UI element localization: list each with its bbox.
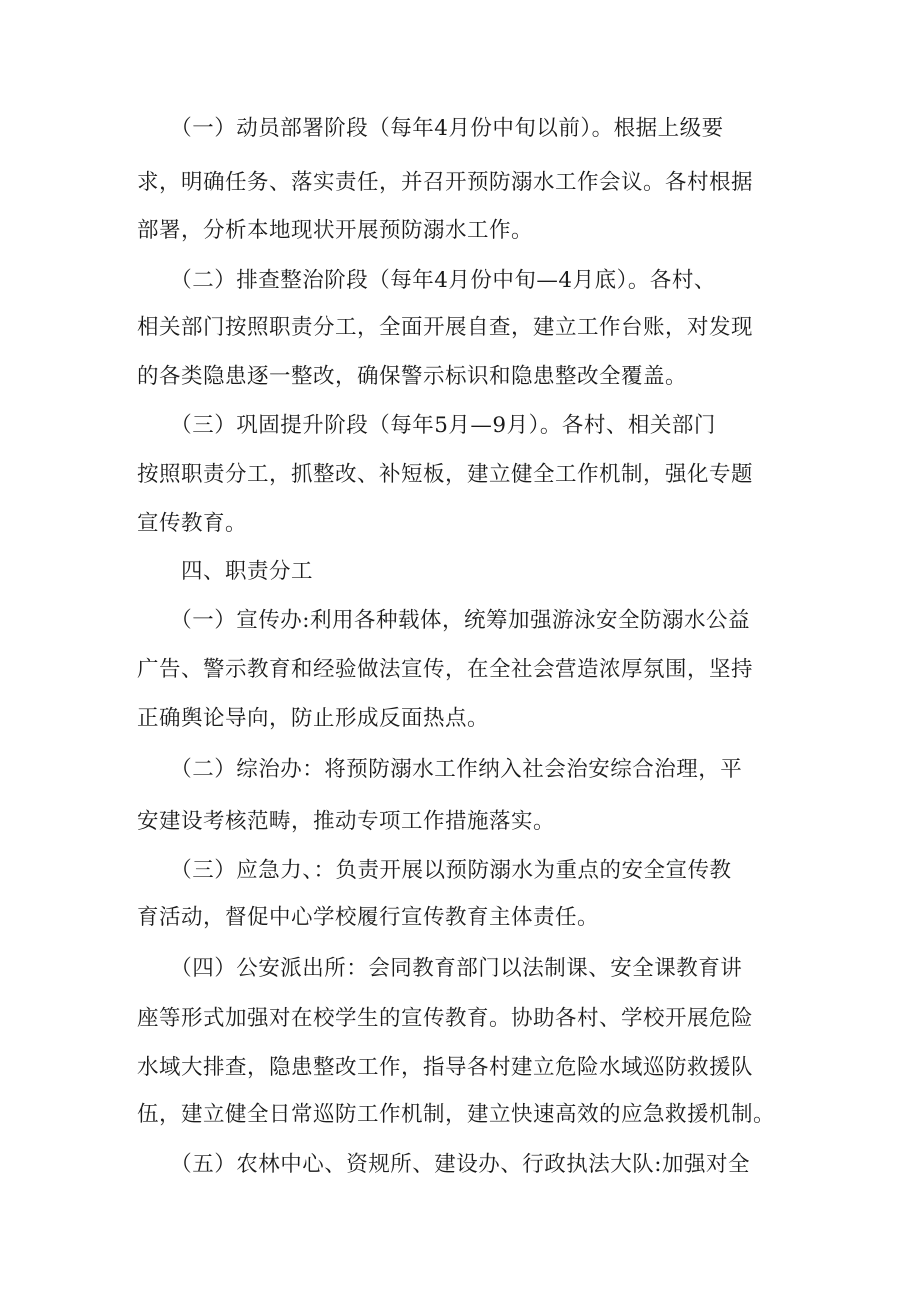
text-line: （二）排查整治阶段（每年4月份中旬—4月底）。各村、 — [137, 268, 716, 293]
text-line: （一）动员部署阶段（每年4月份中旬以前）。根据上级要 — [137, 116, 724, 141]
text-line: 广告、警示教育和经验做法宣传，在全社会营造浓厚氛围，坚持 — [137, 657, 754, 682]
text-line: 正确舆论导向，防止形成反面热点。 — [137, 706, 490, 731]
text-line: 求，明确任务、落实责任，并召开预防溺水工作会议。各村根据 — [137, 170, 754, 195]
text-line: 宣传教育。 — [137, 511, 248, 536]
text-line: 部署，分析本地现状开展预防溺水工作。 — [137, 218, 534, 243]
text-line: （一）宣传办:利用各种载体，统筹加强游泳安全防溺水公益 — [137, 608, 750, 633]
text-line: 座等形式加强对在校学生的宣传教育。协助各村、学校开展危险 — [137, 1006, 754, 1031]
text-line: 按照职责分工，抓整改、补短板，建立健全工作机制，强化专题 — [137, 462, 754, 487]
text-line: （三）应急力、：负责开展以预防溺水为重点的安全宣传教 — [137, 858, 732, 883]
text-line: 的各类隐患逐一整改，确保警示标识和隐患整改全覆盖。 — [137, 364, 688, 389]
text-line: 水域大排查，隐患整改工作，指导各村建立危险水域巡防救援队 — [137, 1055, 754, 1080]
text-line: （五）农林中心、资规所、建设办、行政执法大队:加强对全 — [137, 1152, 750, 1177]
text-line: （三）巩固提升阶段（每年5月—9月）。各村、相关部门 — [137, 413, 716, 438]
text-line: 安建设考核范畴，推动专项工作措施落实。 — [137, 809, 556, 834]
text-line: 育活动，督促中心学校履行宣传教育主体责任。 — [137, 905, 600, 930]
text-line: （二）综治办：将预防溺水工作纳入社会治安综合治理，平 — [137, 757, 743, 782]
text-line: 相关部门按照职责分工，全面开展自查，建立工作台账，对发现 — [137, 315, 754, 340]
text-line: （四）公安派出所：会同教育部门以法制课、安全课教育讲 — [137, 956, 743, 981]
section-heading: 四、职责分工 — [137, 559, 314, 584]
text-line: 伍，建立健全日常巡防工作机制，建立快速高效的应急救援机制。 — [137, 1102, 776, 1127]
